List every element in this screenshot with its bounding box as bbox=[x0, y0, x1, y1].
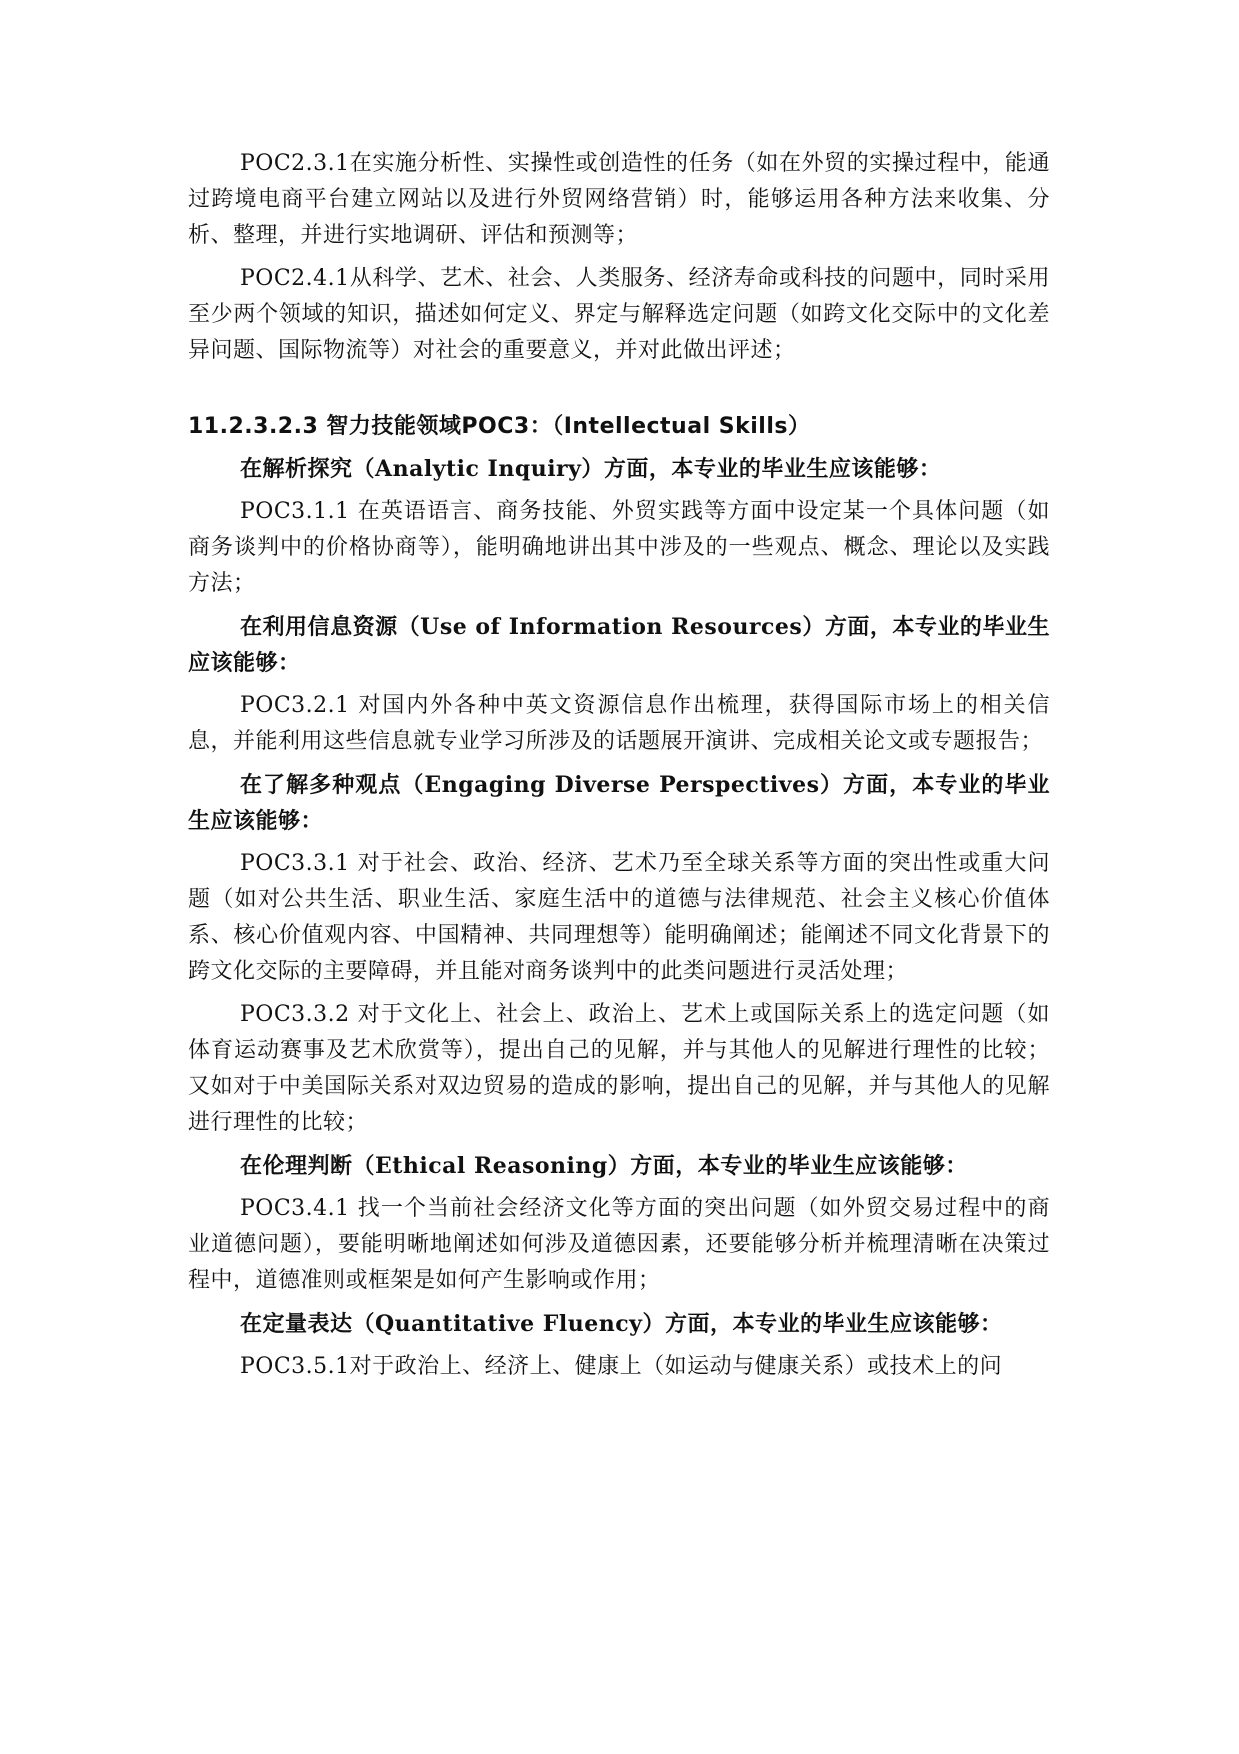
section-heading-poc3: 11.2.3.2.3 智力技能领域POC3：（Intellectual Skills） bbox=[188, 414, 811, 439]
subhead-quantitative-fluency: 在定量表达（Quantitative Fluency）方面，本专业的毕业生应该能够： bbox=[240, 1311, 1003, 1337]
subhead-ethical-reasoning: 在伦理判断（Ethical Reasoning）方面，本专业的毕业生应该能够： bbox=[240, 1153, 968, 1179]
paragraph-poc3-3-2: POC3.3.2 对于文化上、社会上、政治上、艺术上或国际关系上的选定问题（如体育运动赛事及艺术欣赏等），提出自己的见解，并与其他人的见解进行理性的比较；又如对于中美国际关系对双边贸易的造成的影响，提出自己的见解，并与其他人的见解进行理性的比较； bbox=[188, 1002, 1050, 1135]
paragraph-poc3-1-1: POC3.1.1 在英语语言、商务技能、外贸实践等方面中设定某一个具体问题（如商务谈判中的价格协商等），能明确地讲出其中涉及的一些观点、概念、理论以及实践方法； bbox=[188, 499, 1050, 596]
paragraph-poc2-3-1: POC2.3.1在实施分析性、实操性或创造性的任务（如在外贸的实操过程中，能通过跨境电商平台建立网站以及进行外贸网络营销）时，能够运用各种方法来收集、分析、整理，并进行实地调研、评估和预测等； bbox=[188, 151, 1050, 248]
subhead-analytic-inquiry: 在解析探究（Analytic Inquiry）方面，本专业的毕业生应该能够： bbox=[240, 456, 942, 482]
paragraph-poc2-4-1: POC2.4.1从科学、艺术、社会、人类服务、经济寿命或科技的问题中，同时采用至少两个领域的知识，描述如何定义、界定与解释选定问题（如跨文化交际中的文化差异问题、国际物流等）对社会的重要意义，并对此做出评述； bbox=[188, 266, 1050, 363]
subhead-information-resources: 在利用信息资源（Use of Information Resources）方面，本专业的毕业生应该能够： bbox=[188, 614, 1050, 676]
paragraph-poc3-4-1: POC3.4.1 找一个当前社会经济文化等方面的突出问题（如外贸交易过程中的商业道德问题），要能明晰地阐述如何涉及道德因素，还要能够分析并梳理清晰在决策过程中，道德准则或框架是如何产生影响或作用； bbox=[188, 1196, 1050, 1293]
paragraph-poc3-5-1: POC3.5.1对于政治上、经济上、健康上（如运动与健康关系）或技术上的问 bbox=[240, 1354, 1003, 1379]
paragraph-poc3-3-1: POC3.3.1 对于社会、政治、经济、艺术乃至全球关系等方面的突出性或重大问题（如对公共生活、职业生活、家庭生活中的道德与法律规范、社会主义核心价值体系、核心价值观内容、中国精神、共同理想等）能明确阐述；能阐述不同文化背景下的跨文化交际的主要障碍，并且能对商务谈判中的此类问题进行灵活处理； bbox=[188, 851, 1050, 984]
paragraph-poc3-2-1: POC3.2.1 对国内外各种中英文资源信息作出梳理，获得国际市场上的相关信息，并能利用这些信息就专业学习所涉及的话题展开演讲、完成相关论文或专题报告； bbox=[188, 693, 1050, 754]
document-page bbox=[188, 146, 1050, 1392]
subhead-diverse-perspectives: 在了解多种观点（Engaging Diverse Perspectives）方面，本专业的毕业生应该能够： bbox=[188, 772, 1050, 834]
